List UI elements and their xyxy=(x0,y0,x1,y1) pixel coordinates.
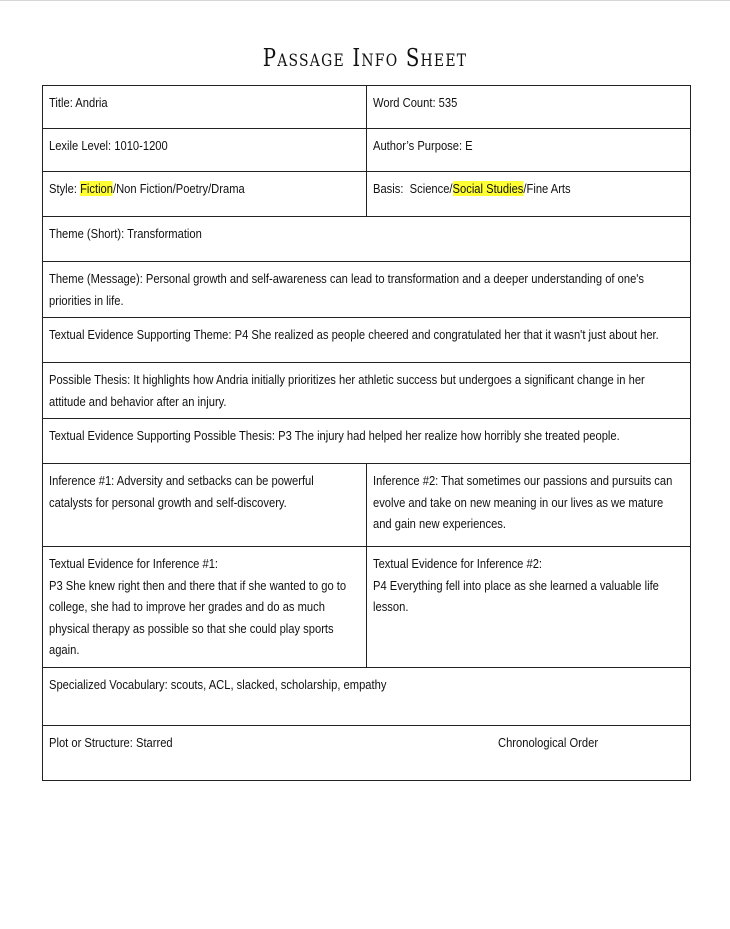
evidence-theme-cell: Textual Evidence Supporting Theme: P4 She realized as people cheered and congratulated her that it wasn't just about her. xyxy=(43,318,691,363)
plot-structure-cell xyxy=(43,725,691,780)
style-prefix: Style: xyxy=(49,181,81,196)
evidence-inference-1-text: P3 She knew right then and there that if she wanted to go to college, she had to improve her grades and do as much physical therapy as possible so that she could play sports again. xyxy=(49,577,347,657)
basis-prefix: Basis: Science/ xyxy=(373,181,453,196)
evidence-inference-1-label: Textual Evidence for Inference #1: xyxy=(49,556,219,571)
word-count-cell: Word Count: 535 xyxy=(367,86,691,129)
authors-purpose-cell: Author’s Purpose: E xyxy=(367,129,691,172)
evidence-inference-2-label: Textual Evidence for Inference #2: xyxy=(373,556,543,571)
inference-2-cell: Inference #2: That sometimes our passions and pursuits can evolve and take on new meaning in our lives as we mature and gain new experiences. xyxy=(367,464,691,547)
top-border-line xyxy=(0,0,730,1)
theme-short-cell: Theme (Short): Transformation xyxy=(43,217,691,262)
evidence-thesis-cell: Textual Evidence Supporting Possible Thesis: P3 The injury had helped her realize how horribly she treated people. xyxy=(43,419,691,464)
style-highlight: Fiction xyxy=(80,181,114,196)
title-cell: Title: Andria xyxy=(43,86,367,129)
evidence-inference-2-cell xyxy=(367,547,691,668)
evidence-inference-2-text: P4 Everything fell into place as she learned a valuable life lesson. xyxy=(373,577,659,614)
style-rest: /Non Fiction/Poetry/Drama xyxy=(113,181,245,196)
possible-thesis-cell: Possible Thesis: It highlights how Andria initially prioritizes her athletic success but undergoes a significant change in her attitude and behavior after an injury. xyxy=(43,363,691,419)
evidence-inference-1-cell xyxy=(43,547,367,668)
vocabulary-cell: Specialized Vocabulary: scouts, ACL, slacked, scholarship, empathy xyxy=(43,667,691,725)
basis-rest: /Fine Arts xyxy=(523,181,571,196)
theme-message-cell: Theme (Message): Personal growth and self-awareness can lead to transformation and a deeper understanding of one's priorities in life. xyxy=(43,262,691,318)
lexile-cell: Lexile Level: 1010-1200 xyxy=(43,129,367,172)
style-cell xyxy=(43,172,367,217)
inference-1-cell: Inference #1: Adversity and setbacks can be powerful catalysts for personal growth and self-discovery. xyxy=(43,464,367,547)
info-table xyxy=(42,85,691,781)
plot-structure-label: Plot or Structure: Starred xyxy=(49,734,173,750)
page-title: Passage Info Sheet xyxy=(262,44,468,72)
basis-cell xyxy=(367,172,691,217)
plot-structure-value: Chronological Order xyxy=(497,734,598,750)
basis-highlight: Social Studies xyxy=(452,181,524,196)
